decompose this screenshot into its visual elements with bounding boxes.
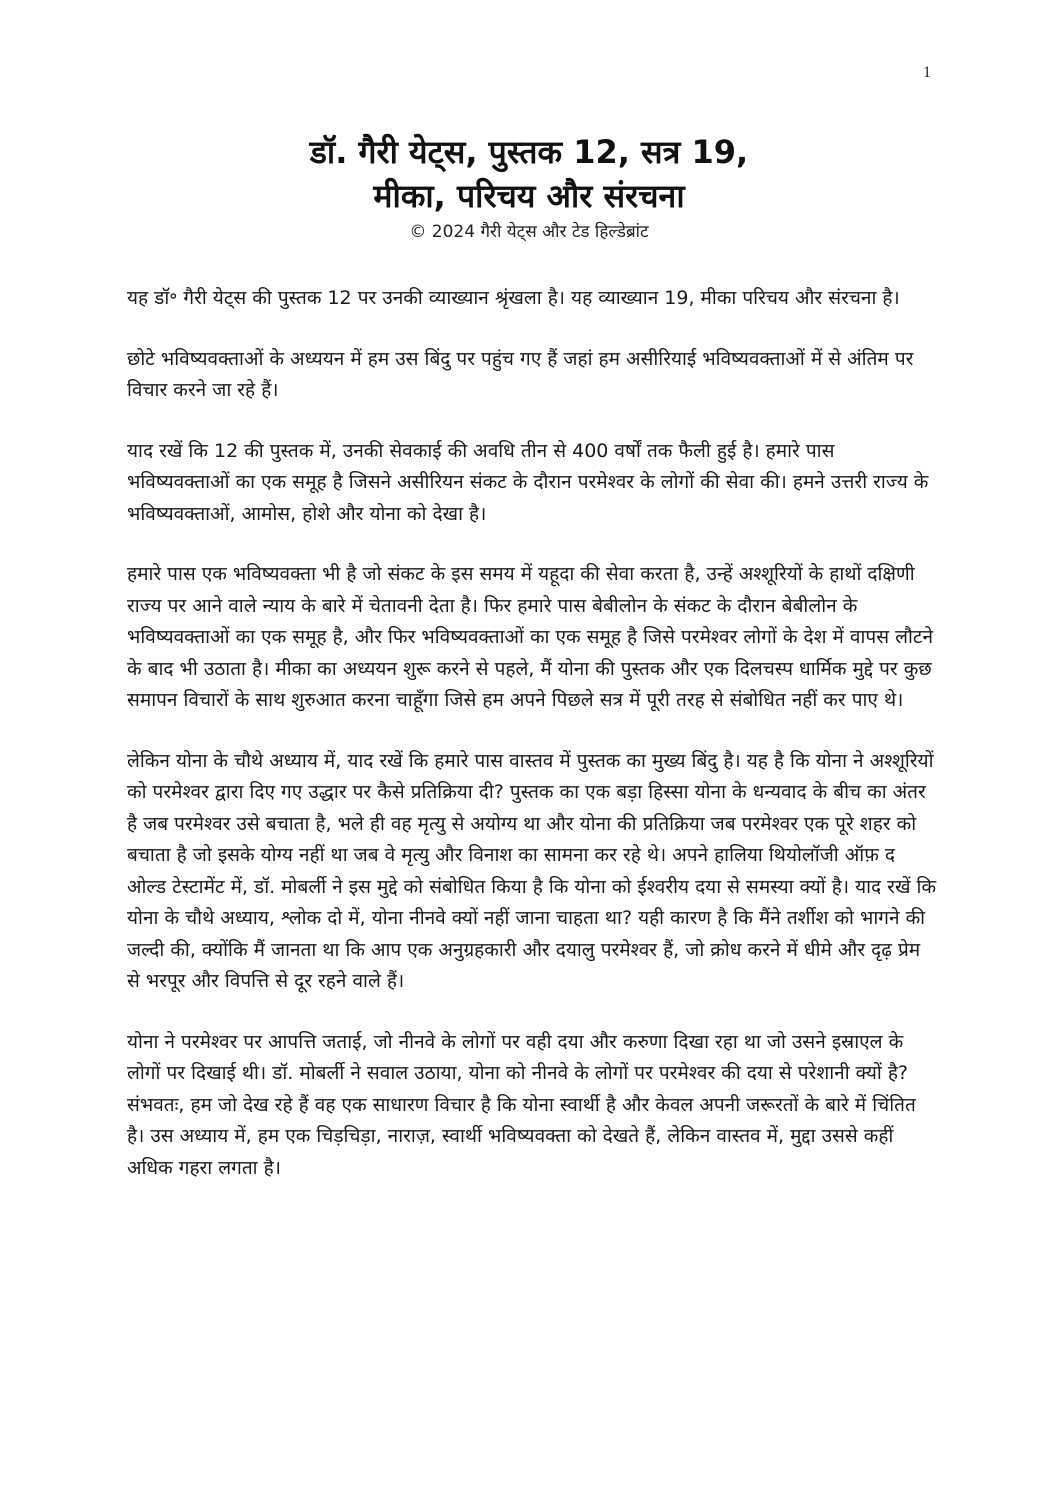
title-block [120,130,938,244]
paragraph: हमारे पास एक भविष्यवक्ता भी है जो संकट के इस समय में यहूदा की सेवा करता है, उन्हें अश्शूरियों के हाथों दक्षिणी राज्य पर आने वाले न्याय के बारे में चेतावनी देता है। फिर हमारे पास बेबीलोन के संकट के दौरान बेबीलोन के भविष्यवक्ताओं का एक समूह है, और फिर भविष्यवक्ताओं का एक समूह है जिसे परमेश्वर लोगों के देश में वापस लौटने के बाद भी उठाता है। मीका का अध्ययन शुरू करने से पहले, मैं योना की पुस्तक और एक दिलचस्प धार्मिक मुद्दे पर कुछ समापन विचारों के साथ शुरुआत करना चाहूँगा जिसे हम अपने पिछले सत्र में पूरी तरह से संबोधित नहीं कर पाए थे। [127,563,934,711]
paragraph: छोटे भविष्यवक्ताओं के अध्ययन में हम उस बिंदु पर पहुंच गए हैं जहां हम असीरियाई भविष्यवक्ताओं में से अंतिम पर विचार करने जा रहे हैं। [127,347,914,401]
paragraph: लेकिन योना के चौथे अध्याय में, याद रखें कि हमारे पास वास्तव में पुस्तक का मुख्य बिंदु है। यह है कि योना ने अश्शूरियों को परमेश्वर द्वारा दिए गए उद्धार पर कैसे प्रतिक्रिया दी? पुस्तक का एक बड़ा हिस्सा योना के धन्यवाद के बीच का अंतर है जब परमेश्वर उसे बचाता है, भले ही वह मृत्यु से अयोग्य था और योना की प्रतिक्रिया जब परमेश्वर एक पूरे शहर को बचाता है जो इसके योग्य नहीं था जब वे मृत्यु और विनाश का सामना कर रहे थे। अपने हालिया थियोलॉजी ऑफ़ द ओल्ड टेस्टामेंट में, डॉ. मोबर्ली ने इस मुद्दे को संबोधित किया है कि योना को ईश्वरीय दया से समस्या क्यों है। याद रखें कि योना के चौथे अध्याय, श्लोक दो में, योना नीनवे क्यों नहीं जाना चाहता था? यही कारण है कि मैंने तर्शीश को भागने की जल्दी की, क्योंकि मैं जानता था कि आप एक अनुग्रहकारी और दयालु परमेश्वर हैं, जो क्रोध करने में धीमे और दृढ़ प्रेम से भरपूर और विपत्ति से दूर रहने वाले हैं। [127,749,937,992]
title-line-2: मीका, परिचय और संरचना [373,177,685,215]
title-line-1: डॉ. गैरी येट्स, पुस्तक 12, सत्र 19, [309,133,749,171]
copyright-notice: © 2024 गैरी येट्स और टेड हिल्डेब्रांट [409,222,649,242]
page-number: 1 [923,64,931,81]
body-text [127,283,939,1213]
paragraph: योना ने परमेश्वर पर आपत्ति जताई, जो नीनवे के लोगों पर वही दया और करुणा दिखा रहा था जो उसने इस्राएल के लोगों पर दिखाई थी। डॉ. मोबर्ली ने सवाल उठाया, योना को नीनवे के लोगों पर परमेश्वर की दया से परेशानी क्यों है? संभवतः, हम जो देख रहे हैं वह एक साधारण विचार है कि योना स्वार्थी है और केवल अपनी जरूरतों के बारे में चिंतित है। उस अध्याय में, हम एक चिड़चिड़ा, नाराज़, स्वार्थी भविष्यवक्ता को देखते हैं, लेकिन वास्तव में, मुद्दा उससे कहीं अधिक गहरा लगता है। [127,1030,916,1179]
paragraph: यह डॉ॰ गैरी येट्स की पुस्तक 12 पर उनकी व्याख्यान श्रृंखला है। यह व्याख्यान 19, मीका परिचय और संरचना है। [127,287,900,309]
paragraph: याद रखें कि 12 की पुस्तक में, उनकी सेवकाई की अवधि तीन से 400 वर्षों तक फैली हुई है। हमारे पास भविष्यवक्ताओं का एक समूह है जिसने असीरियन संकट के दौरान परमेश्वर के लोगों की सेवा की। हमने उत्तरी राज्य के भविष्यवक्ताओं, आमोस, होशे और योना को देखा है। [127,439,929,525]
document-title [120,130,938,218]
